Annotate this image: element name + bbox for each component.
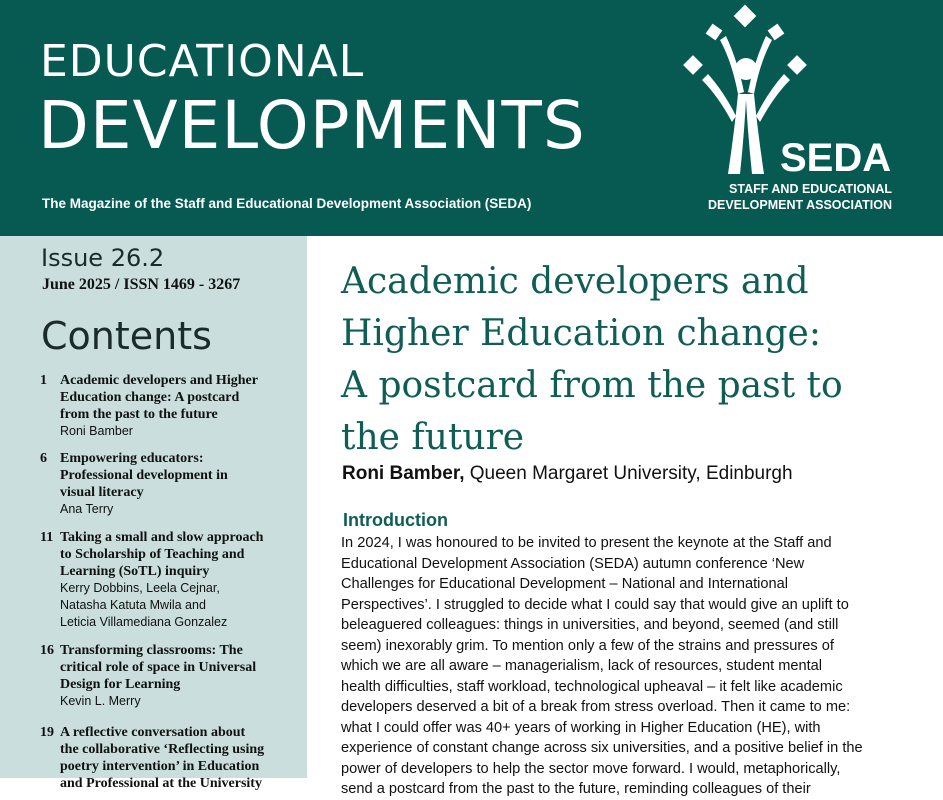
contents-heading: Contents <box>41 314 212 358</box>
issue-number: Issue 26.2 <box>41 244 165 272</box>
toc-page-number: 19 <box>40 725 54 740</box>
magazine-title-line1: EDUCATIONAL <box>40 36 365 87</box>
body-line: which we are all aware – managerialism, lack of resources, student mental <box>341 658 823 674</box>
toc-title-line: from the past to the future <box>60 407 218 422</box>
body-line: Perspectives’. I struggled to decide what I could say that would give an uplift to <box>341 596 849 613</box>
article-title-line: A postcard from the past to <box>341 365 843 406</box>
toc-author-line: Natasha Katuta Mwila and <box>60 598 206 612</box>
article-author: Roni Bamber, <box>342 463 465 484</box>
toc-title-line: Taking a small and slow approach <box>60 530 264 545</box>
body-line: Challenges for Educational Development – National and International <box>341 576 789 592</box>
toc-title-line: Learning (SoTL) inquiry <box>60 564 210 579</box>
toc-author-line: Ana Terry <box>60 502 114 516</box>
toc-page-number: 1 <box>40 373 47 388</box>
article-byline <box>342 463 793 485</box>
toc-page-number: 6 <box>40 451 47 466</box>
contents-sidebar <box>0 236 307 791</box>
toc-author-line: Roni Bamber <box>60 424 133 438</box>
article-body <box>341 533 931 800</box>
toc-page-number: 16 <box>40 643 54 658</box>
toc-author <box>60 693 290 710</box>
toc-author <box>60 501 290 518</box>
section-heading: Introduction <box>343 510 448 530</box>
magazine-tagline: The Magazine of the Staff and Educational Development Association (SEDA) <box>42 196 532 211</box>
toc-author-line: Leticia Villamediana Gonzalez <box>60 615 228 629</box>
body-line: experience of constant change across six universities, and a positive belief in the <box>341 740 863 756</box>
toc-title <box>60 529 290 580</box>
toc-title-line: the collaborative ‘Reflecting using <box>60 742 265 757</box>
body-line: developers deserved a bit of a break from stress overload. Then it came to me: <box>341 699 851 715</box>
article-title-line: Academic developers and <box>341 261 809 302</box>
toc-author-line: Kerry Dobbins, Leela Cejnar, <box>60 581 220 595</box>
article-title <box>341 256 931 464</box>
toc-author-line: Kevin L. Merry <box>60 694 141 708</box>
toc-title-line: Academic developers and Higher <box>60 373 258 388</box>
body-line: beleaguered colleagues: things in universities, and beyond, seemed (and still <box>341 617 839 633</box>
toc-title-line: critical role of space in Universal <box>60 660 257 675</box>
body-line: seem) inexorably grim. To mention only a few of the strains and pressures of <box>341 637 834 654</box>
magazine-title-line2: DEVELOPMENTS <box>38 87 586 164</box>
article-title-line: the future <box>341 417 525 458</box>
toc-title-line: Empowering educators: <box>60 451 204 466</box>
toc-title <box>60 642 290 693</box>
toc-title-line: to Scholarship of Teaching and <box>60 547 245 562</box>
toc-title-line: visual literacy <box>60 485 144 500</box>
masthead <box>0 0 943 236</box>
article <box>307 236 943 797</box>
toc-title <box>60 450 290 501</box>
toc-title-line: Transforming classrooms: The <box>60 643 243 658</box>
toc-title <box>60 724 290 792</box>
article-affiliation: Queen Margaret University, Edinburgh <box>469 463 793 484</box>
toc-author <box>60 423 290 440</box>
seda-logo-word: SEDA <box>780 136 892 180</box>
body-line: what I could offer was 40+ years of working in Higher Education (HE), with <box>341 719 821 736</box>
seda-full-name-line1: STAFF AND EDUCATIONAL <box>729 182 892 196</box>
issue-date-issn: June 2025 / ISSN 1469 - 3267 <box>42 276 241 293</box>
toc-title-line: Design for Learning <box>60 677 181 692</box>
toc-title-line: Education change: A postcard <box>60 390 240 405</box>
body-line: send a postcard from the past to the future, reminding colleagues of their <box>341 781 811 797</box>
body-line: Educational Development Association (SEDA) autumn conference ‘New <box>341 555 805 572</box>
body-line: In 2024, I was honoured to be invited to present the keynote at the Staff and <box>341 535 832 551</box>
seda-full-name-line2: DEVELOPMENT ASSOCIATION <box>707 198 892 212</box>
toc-title <box>60 372 290 423</box>
body-line: power of developers to help the sector move forward. I would, metaphorically, <box>341 760 841 777</box>
article-title-line: Higher Education change: <box>341 313 821 354</box>
toc-title-line: A reflective conversation about <box>60 725 246 740</box>
body-line: health difficulties, staff workload, technological upheaval – it felt like academic <box>341 678 843 695</box>
toc-title-line: poetry intervention’ in Education <box>60 759 260 774</box>
toc-title-line: and Professional at the University <box>60 776 262 791</box>
toc-author <box>60 580 290 631</box>
toc-page-number: 11 <box>40 530 54 545</box>
toc-title-line: Professional development in <box>60 468 228 483</box>
